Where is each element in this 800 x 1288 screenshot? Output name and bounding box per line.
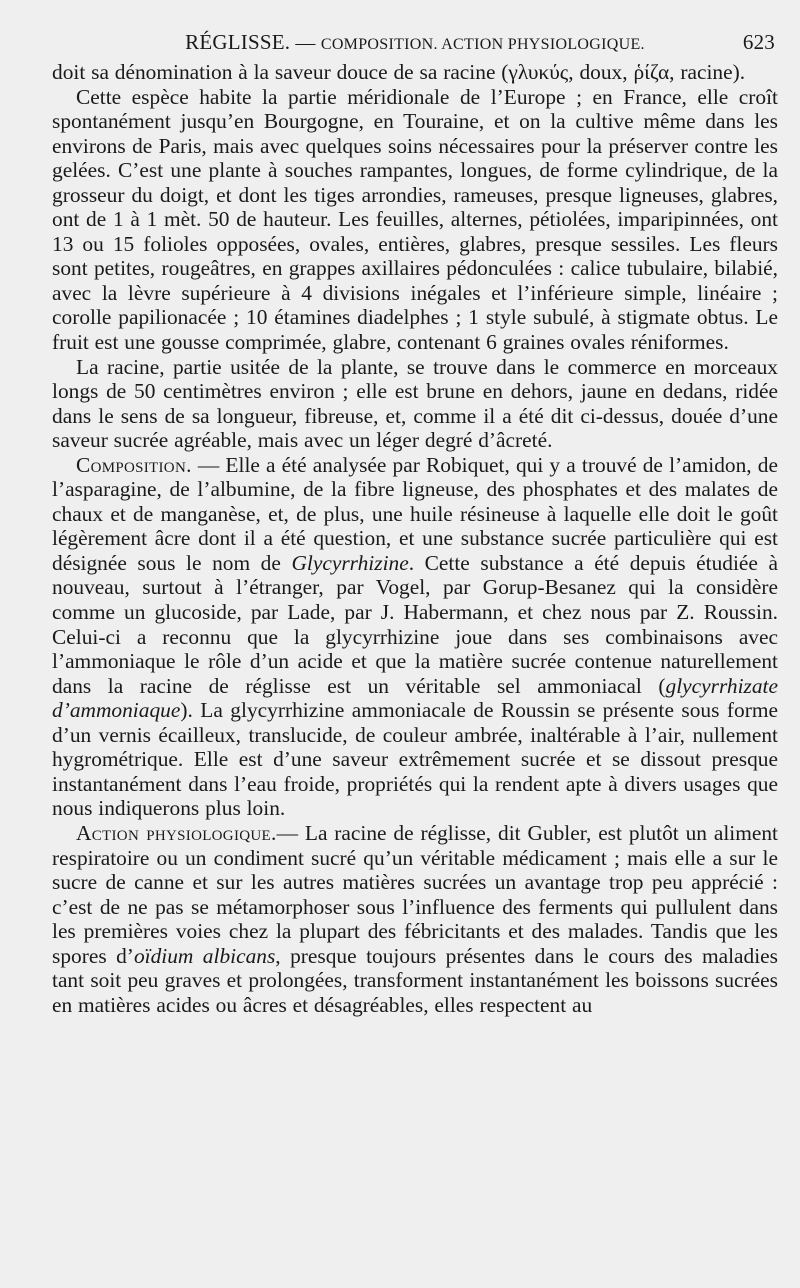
paragraph-text: doit sa dénomination à la saveur douce de sa racine (γλυκύς, doux, ῥίζα, racine).	[52, 60, 746, 84]
paragraph-text: , presque toujours présentes dans le cours des maladies tant soit peu graves et prolongées, transforment instantanément les boissons sucrées en matières acides ou âcres et désagréables, elles respectent au	[52, 943, 778, 1017]
section-heading-composition: Composition.	[76, 452, 192, 477]
italic-term: glycyrrhizate d’ammoniaque	[52, 673, 778, 723]
paragraph-text: ). La glycyrrhizine ammoniacale de Roussin se présente sous forme d’un vernis écailleux, translucide, de couleur ambrée, inaltérable à l’air, nullement hygrométrique. Elle est d’une saveur extrêmement sucrée et se dissout presque instantanément dans l’eau froide, propriétés qui la rendent apte à divers usages que nous indiquerons plus loin.	[52, 698, 778, 821]
paragraph-action-physiologique	[52, 821, 778, 1017]
paragraph-text: — La racine de réglisse, dit Gubler, est plutôt un aliment respiratoire ou un condiment sucré qu’un véritable médicament ; mais elle a sur le sucre de canne et sur les autres matières sucrées un avantage trop peu apprécié : c’est de ne pas se métamorphoser sous l’influence des ferments qui pullulent dans les premières voies chez la plupart des fébricitants et des malades. Tandis que les spores d’	[52, 820, 778, 968]
paragraph-habitat-description	[52, 85, 778, 355]
paragraph-composition	[52, 453, 778, 821]
running-header	[52, 30, 778, 60]
paragraph-text: Cette espèce habite la partie méridionale de l’Europe ; en France, elle croît spontanément jusqu’en Bourgogne, en Touraine, et on la cultive même dans les environs de Paris, mais avec quelques soins nécessaires pour la préserver contre les gelées. C’est une plante à souches rampantes, longues, de forme cylindrique, de la grosseur du doigt, et dont les tiges arrondies, rameuses, presque ligneuses, glabres, ont de 1 à 1 mèt. 50 de hauteur. Les feuilles, alternes, pétiolées, imparipinnées, ont 13 ou 15 folioles opposées, ovales, entières, glabres, presque sessiles. Les fleurs sont petites, rougeâtres, en grappes axillaires pédonculées : calice tubulaire, bilabié, avec la lèvre supérieure à 4 divisions inégales et l’inférieure simple, linéaire ; corolle papilionacée ; 10 étamines diadelphes ; 1 style subulé, à stigmate obtus. Le fruit est une gousse comprimée, glabre, contenant 6 graines ovales réniformes.	[52, 84, 778, 355]
running-title: RÉGLISSE.	[185, 30, 291, 54]
main-text	[52, 60, 778, 1017]
paragraph-continuation	[52, 60, 778, 85]
italic-term: Glycyrrhizine	[291, 550, 409, 575]
page-number: 623	[742, 30, 775, 54]
running-subtitle: COMPOSITION. ACTION PHYSIOLOGIQUE.	[320, 36, 645, 53]
header-dash: —	[290, 32, 321, 54]
paragraph-root	[52, 355, 778, 453]
paragraph-text: . Cette substance a été depuis étudiée à nouveau, surtout à l’étranger, par Vogel, par Gorup-Besanez qui la considère comme un glucoside, par Lade, par J. Habermann, et chez nous par Z. Roussin. Celui-ci a reconnu que la glycyrrhizine joue dans ses combinaisons avec l’ammoniaque le rôle d’un acide et que la matière sucrée contenue naturellement dans la racine de réglisse est un véritable sel ammoniacal (	[52, 550, 778, 698]
paragraph-text: La racine, partie usitée de la plante, se trouve dans le commerce en morceaux longs de 50 centimètres environ ; elle est brune en dehors, jaune en dedans, ridée dans le sens de sa longueur, fibreuse, et, comme il a été dit ci-dessus, douée d’une saveur sucrée agréable, mais avec un léger degré d’âcreté.	[52, 354, 778, 453]
paragraph-text: — Elle a été analysée par Robiquet, qui y a trouvé de l’amidon, de l’asparagine, de l’albumine, de la fibre ligneuse, des phosphates et des malates de chaux et de manganèse, et, de plus, une huile résineuse à laquelle elle doit le goût légèrement âcre dont il a été question, et une substance sucrée particulière qui est désignée sous le nom de	[52, 452, 778, 575]
italic-term: oïdium albicans	[133, 943, 276, 968]
section-heading-action: Action physiologique.	[76, 820, 277, 845]
